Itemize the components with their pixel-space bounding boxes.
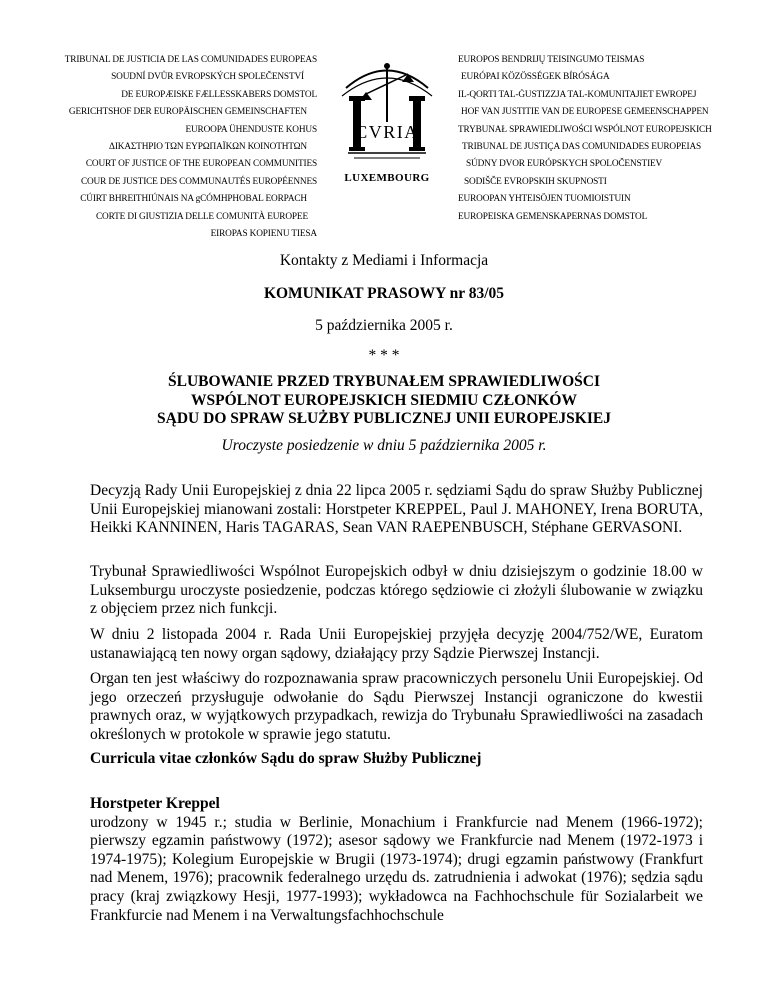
court-name-line: CÚIRT BHREITHIÚNAIS NA gCÓMHPHOBAL EORPACH [80, 194, 307, 205]
paragraph: Trybunał Sprawiedliwości Wspólnot Europejskich odbył w dniu dzisiejszym o godzinie 18.00 w Luksemburgu uroczyste posiedzenie, podczas którego sędziowie ci złożyli ślubowanie w związku z objęciem przez nich funkcji. [90, 563, 703, 618]
court-name-line: GERICHTSHOF DER EUROPÄISCHEN GEMEINSCHAFTEN [68, 107, 307, 118]
separator: * * * [368, 347, 400, 364]
court-name-line: ΔΙΚΑΣΤΗΡΙΟ ΤΩΝ ΕΥΡΩΠΑΪΚΩΝ ΚΟΙΝΟΤΗΤΩΝ [109, 142, 307, 153]
court-name-line: SODIŠČE EVROPSKIH SKUPNOSTI [464, 176, 607, 187]
emblem-city: LUXEMBOURG [344, 172, 430, 184]
header-right-names [458, 52, 768, 226]
press-release-number: KOMUNIKAT PRASOWY nr 83/05 [263, 285, 505, 302]
court-name-line: EURÓPAI KÖZÖSSÉGEK BÍRÓSÁGA [461, 72, 610, 83]
subtitle: Uroczyste posiedzenie w dniu 5 października 2005 r. [221, 437, 547, 454]
paragraph: Decyzją Rady Unii Europejskiej z dnia 22 lipca 2005 r. sędziami Sądu do spraw Służby Publicznej Unii Europejskiej mianowani zostali: Horstpeter KREPPEL, Paul J. MAHONEY, Irena BORUTA, Heikki KANNINEN, Haris TAGARAS, Sean VAN RAEPENBUSCH, Stéphane GERVASONI. [90, 482, 703, 537]
press-release-date: 5 października 2005 r. [315, 317, 453, 334]
court-name-line: SOUDNÍ DVŮR EVROPSKÝCH SPOLEČENSTVÍ [111, 72, 304, 83]
headline-line: ŚLUBOWANIE PRZED TRYBUNAŁEM SPRAWIEDLIWOŚCI [168, 373, 600, 390]
emblem-text: CVRIA [355, 122, 419, 142]
court-name-line: HOF VAN JUSTITIE VAN DE EUROPESE GEMEENSCHAPPEN [461, 107, 709, 118]
court-name-line: DE EUROPÆISKE FÆLLESSKABERS DOMSTOL [121, 89, 317, 100]
cv-name: Horstpeter Kreppel [90, 795, 220, 812]
court-name-line: COURT OF JUSTICE OF THE EUROPEAN COMMUNITIES [85, 159, 317, 170]
headline [0, 373, 768, 429]
headline-line: WSPÓLNOT EUROPEJSKICH SIEDMIU CZŁONKÓW [191, 391, 577, 409]
court-name-line: EUROPEISKA GEMENSKAPERNAS DOMSTOL [458, 211, 648, 222]
headline-line: SĄDU DO SPRAW SŁUŻBY PUBLICZNEJ UNII EUROPEJSKIEJ [157, 410, 611, 427]
paragraph: Organ ten jest właściwy do rozpoznawania spraw pracowniczych personelu Unii Europejskiej. Od jego orzeczeń przysługuje odwołanie do Sądu Pierwszej Instancji ograniczone do kwestii prawnych oraz, w wyjątkowych przypadkach, rewizja do Trybunału Sprawiedliwości na zasadach określonych w protokole w sprawie jego statutu. [90, 670, 703, 743]
cv-section-heading: Curricula vitae członków Sądu do spraw Służby Publicznej [90, 750, 482, 767]
paragraph: W dniu 2 listopada 2004 r. Rada Unii Europejskiej przyjęła decyzję 2004/752/WE, Euratom ustanawiającą ten nowy organ sądowy, działający przy Sądzie Pierwszej Instancji. [90, 626, 703, 662]
court-name-line: TRYBUNAŁ SPRAWIEDLIWOŚCI WSPÓLNOT EUROPEJSKICH [458, 124, 712, 135]
court-name-line: TRIBUNAL DE JUSTICIA DE LAS COMUNIDADES EUROPEAS [64, 55, 317, 65]
court-name-line: EUROOPA ÜHENDUSTE KOHUS [185, 124, 317, 135]
court-name-line: COUR DE JUSTICE DES COMMUNAUTÉS EUROPÉENNES [80, 176, 317, 187]
cv-entry [90, 795, 703, 925]
court-name-line: TRIBUNAL DE JUSTIÇA DAS COMUNIDADES EUROPEIAS [462, 142, 702, 153]
court-name-line: SÚDNY DVOR EURÓPSKYCH SPOLOČENSTIEV [466, 159, 663, 170]
court-name-line: IL-QORTI TAL-ĠUSTIZZJA TAL-KOMUNITAJIET EWROPEJ [458, 89, 697, 100]
court-name-line: CORTE DI GIUSTIZIA DELLE COMUNITÀ EUROPEE [95, 211, 308, 222]
header-left-names [0, 52, 317, 243]
court-name-line: EUROPOS BENDRIJŲ TEISINGUMO TEISMAS [458, 55, 645, 65]
court-name-line: EUROOPAN YHTEISÖJEN TUOMIOISTUIN [458, 194, 631, 205]
court-name-line: EIROPAS KOPIENU TIESA [210, 229, 317, 240]
cv-text: urodzony w 1945 r.; studia w Berlinie, Monachium i Frankfurcie nad Menem (1966-1972); pierwszy egzamin państwowy (1972); asesor sądowy we Frankfurcie nad Menem (1972-1973 i 1974-1975); Kolegium Europejskie w Brugii (1973-1974); drugi egzamin państwowy (Frankfurt nad Menem, 1976); pracownik federalnego urzędu ds. zatrudnienia i adwokat (1976); sędzia sądu pracy (kraj związkowy Hesji, 1977-1993); wykładowca na Fachhochschule für Sozialarbeit we Frankfurcie nad Menem i na Verwaltungsfachhochschule [90, 813, 703, 924]
press-office-title: Kontakty z Mediami i Informacja [279, 252, 489, 269]
